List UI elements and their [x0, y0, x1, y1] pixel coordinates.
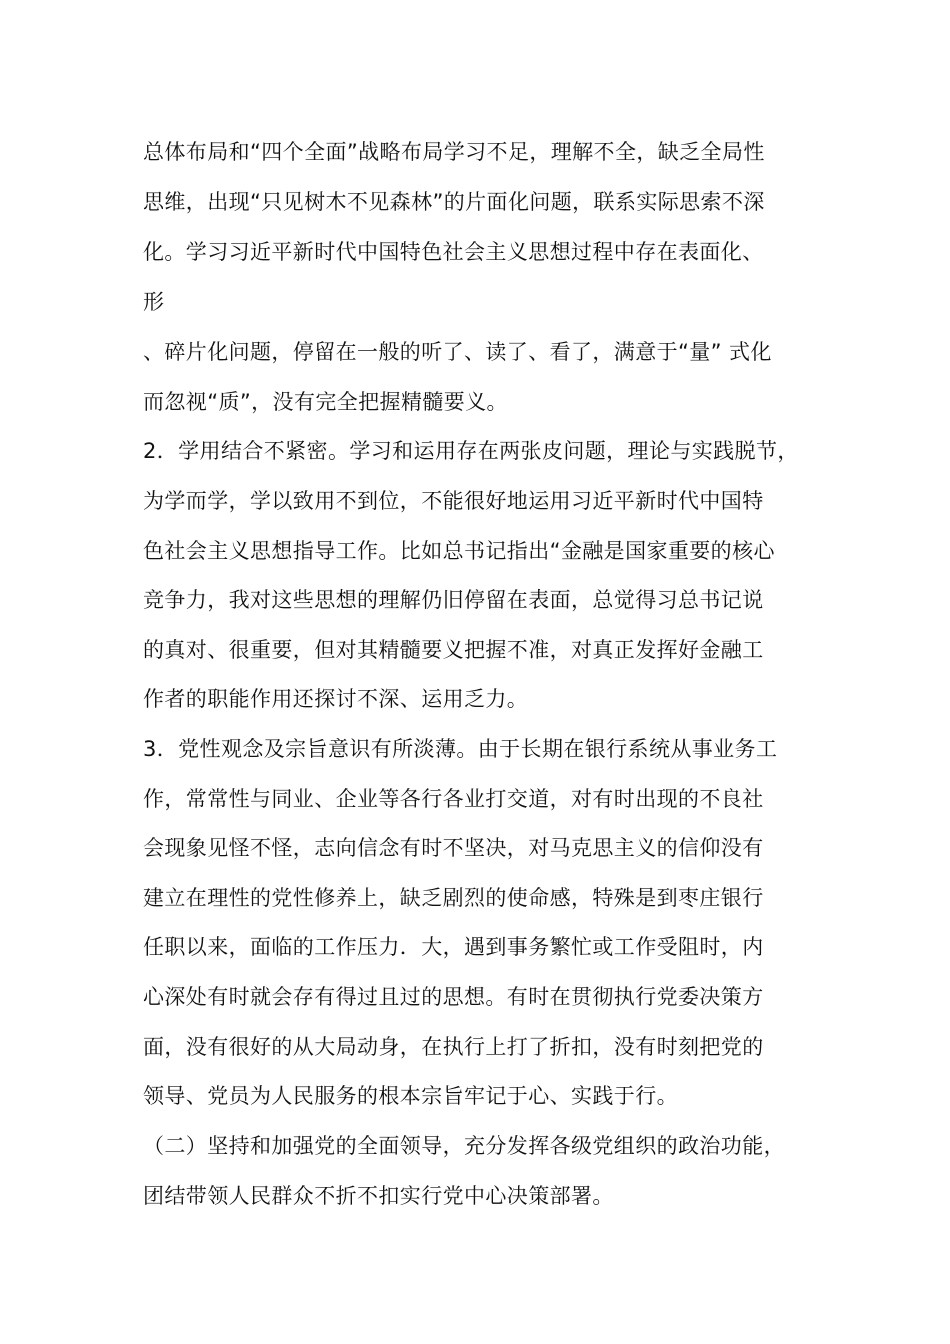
- text-line: 任职以来，面临的工作压力．大，遇到事务繁忙或工作受阻时，内: [143, 935, 764, 959]
- text-line: 色社会主义思想指导工作。比如总书记指出“金融是国家重要的核心: [143, 539, 775, 563]
- text-line: 建立在理性的党性修养上，缺乏剧烈的使命感，特殊是到枣庄银行: [143, 886, 764, 910]
- text-line: 2．学用结合不紧密。学习和运用存在两张皮问题，理论与实践脱节，: [143, 439, 799, 463]
- text-line: 为学而学，学以致用不到位，不能很好地运用习近平新时代中国特: [143, 489, 764, 513]
- text-line: 形: [143, 290, 165, 314]
- text-line: 总体布局和“四个全面”战略布局学习不足，理解不全，缺乏全局性: [143, 140, 765, 164]
- text-line: 团结带领人民群众不折不扣实行党中心决策部署。: [143, 1184, 614, 1208]
- text-line: 作者的职能作用还探讨不深、运用乏力。: [143, 687, 529, 711]
- text-line: 心深处有时就会存有得过且过的思想。有时在贯彻执行党委决策方: [143, 985, 764, 1009]
- text-line: 而忽视“质”，没有完全把握精髓要义。: [143, 390, 508, 414]
- text-line: 会现象见怪不怪，志向信念有时不坚决，对马克思主义的信仰没有: [143, 836, 764, 860]
- text-line: 面，没有很好的从大局动身，在执行上打了折扣，没有时刻把党的: [143, 1035, 764, 1059]
- text-line: 3．党性观念及宗旨意识有所淡薄。由于长期在银行系统从事业务工: [143, 737, 778, 761]
- text-line: 领导、党员为人民服务的根本宗旨牢记于心、实践于行。: [143, 1084, 678, 1108]
- text-line: 的真对、很重要，但对其精髓要义把握不准，对真正发挥好金融工: [143, 638, 764, 662]
- text-line: 、碎片化问题，停留在一般的听了、读了、看了，满意于“量” 式化: [143, 340, 772, 364]
- text-line: 思维，出现“只见树木不见森林”的片面化问题，联系实际思索不深: [143, 190, 765, 214]
- text-line: 竞争力，我对这些思想的理解仍旧停留在表面，总觉得习总书记说: [143, 588, 764, 612]
- text-line: 化。学习习近平新时代中国特色社会主义思想过程中存在表面化、: [143, 240, 764, 264]
- text-line: 作，常常性与同业、企业等各行各业打交道，对有时出现的不良社: [143, 787, 764, 811]
- text-line: （二）坚持和加强党的全面领导，充分发挥各级党组织的政治功能，: [143, 1134, 785, 1158]
